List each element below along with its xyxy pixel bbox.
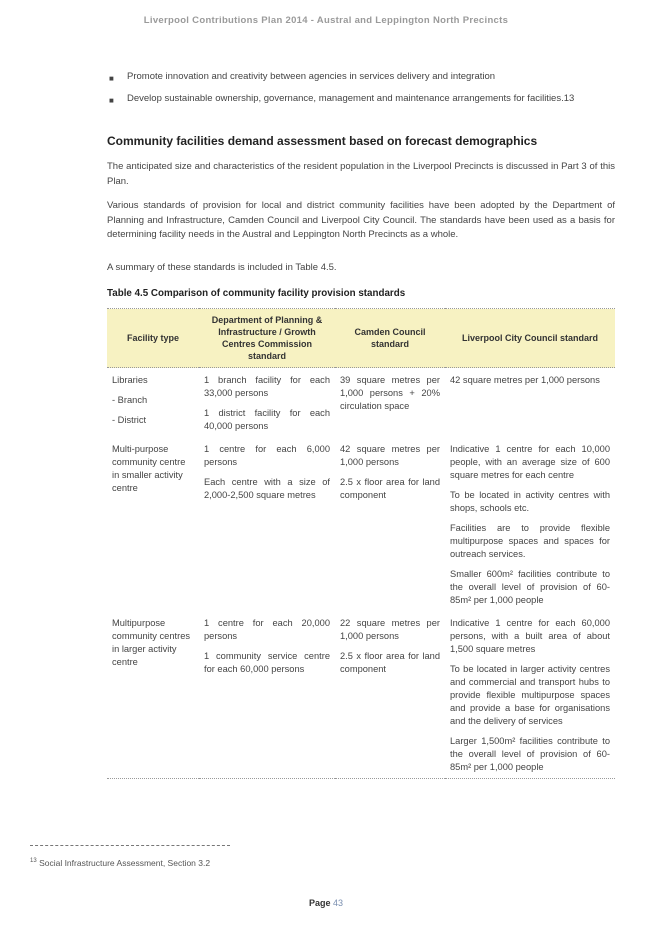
footnote-marker: 13: [30, 858, 37, 865]
facility-cell: [107, 437, 199, 611]
bullet-item: [107, 70, 617, 83]
column-header: Camden Council standard: [335, 309, 445, 368]
bullet-item: [107, 92, 617, 105]
page-number: [0, 898, 652, 908]
footnote-divider: [30, 845, 230, 846]
camden-cell: [335, 368, 445, 438]
footnote: [30, 858, 210, 868]
cell-text: Libraries: [112, 375, 148, 385]
column-header: Department of Planning & Infrastructure / Growth Centres Commission standard: [199, 309, 335, 368]
cell-text: 1 community service centre for each 60,000 persons: [204, 651, 330, 674]
facility-cell: [107, 611, 199, 779]
table-row: [107, 368, 615, 438]
dpi-cell: [199, 368, 335, 438]
cell-text: - District: [112, 415, 147, 425]
cell-text: 1 branch facility for each 33,000 persons: [204, 375, 330, 398]
document-header: Liverpool Contributions Plan 2014 - Austral and Leppington North Precincts: [143, 15, 509, 26]
cell-text: To be located in larger activity centres and commercial and transport hubs to provide flexible multipurpose spaces and provide a base for organisations and the delivery of services: [450, 664, 610, 726]
table-row: [107, 611, 615, 779]
cell-text: 42 square metres per 1,000 persons: [450, 375, 600, 385]
cell-text: Facilities are to provide flexible multipurpose spaces and spaces for outreach services.: [450, 523, 610, 559]
bullet-text: Promote innovation and creativity between agencies in services delivery and integration: [127, 71, 496, 82]
cell-text: 1 centre for each 6,000 persons: [204, 444, 330, 467]
camden-cell: [335, 611, 445, 779]
bullet-text: Develop sustainable ownership, governance, management and maintenance arrangements for facilities.13: [127, 93, 575, 104]
bullet-list: [107, 70, 617, 114]
cell-text: Each centre with a size of 2,000-2,500 square metres: [204, 477, 330, 500]
column-header: Facility type: [107, 309, 199, 368]
table-header-row: [107, 309, 615, 368]
cell-text: - Branch: [112, 395, 148, 405]
cell-text: 39 square metres per 1,000 persons + 20% circulation space: [340, 375, 440, 411]
cell-text: Multipurpose community centres in larger activity centre: [112, 618, 191, 667]
cell-text: Larger 1,500m² facilities contribute to the overall level of provision of 60- 85m² per 1,000 people: [450, 736, 610, 772]
cell-text: Multi-purpose community centre in smaller activity centre: [112, 444, 186, 493]
liverpool-cell: [445, 611, 615, 779]
bullet-icon: ■: [109, 96, 114, 105]
paragraph: A summary of these standards is included in Table 4.5.: [107, 262, 337, 273]
cell-text: Indicative 1 centre for each 10,000 people, with an average size of 600 square metres for each centre: [450, 444, 610, 480]
cell-text: 42 square metres per 1,000 persons: [340, 444, 440, 467]
cell-text: Smaller 600m² facilities contribute to the overall level of provision of 60- 85m² per 1,000 people: [450, 569, 610, 605]
paragraph: Various standards of provision for local and district community facilities have been adopted by the Department of Planning and Infrastructure, Camden Council and Liverpool City Council. The standards have been used as a basis for determining facility needs in the Austral and Leppington North Precincts as a whole.: [107, 200, 615, 240]
cell-text: 1 district facility for each 40,000 persons: [204, 408, 330, 431]
table-caption: Table 4.5 Comparison of community facility provision standards: [107, 288, 406, 299]
cell-text: Indicative 1 centre for each 60,000 persons, with a built area of about 1,500 square metres: [450, 618, 610, 654]
footnote-text: Social Infrastructure Assessment, Section 3.2: [39, 858, 211, 868]
cell-text: 2.5 x floor area for land component: [340, 477, 440, 500]
camden-cell: [335, 437, 445, 611]
page-label: Page: [308, 898, 331, 908]
dpi-cell: [199, 611, 335, 779]
provision-table: [107, 308, 615, 779]
facility-cell: [107, 368, 199, 438]
liverpool-cell: [445, 437, 615, 611]
liverpool-cell: [445, 368, 615, 438]
cell-text: 22 square metres per 1,000 persons: [340, 618, 440, 641]
cell-text: To be located in activity centres with shops, schools etc.: [450, 490, 610, 513]
dpi-cell: [199, 437, 335, 611]
bullet-icon: ■: [109, 74, 114, 83]
table-row: [107, 437, 615, 611]
column-header: Liverpool City Council standard: [445, 309, 615, 368]
section-heading: Community facilities demand assessment based on forecast demographics: [107, 134, 538, 148]
cell-text: 2.5 x floor area for land component: [340, 651, 440, 674]
page-value: 43: [333, 898, 344, 908]
cell-text: 1 centre for each 20,000 persons: [204, 618, 330, 641]
paragraph: The anticipated size and characteristics of the resident population in the Liverpool Precincts is discussed in Part 3 of this Plan.: [107, 161, 615, 187]
